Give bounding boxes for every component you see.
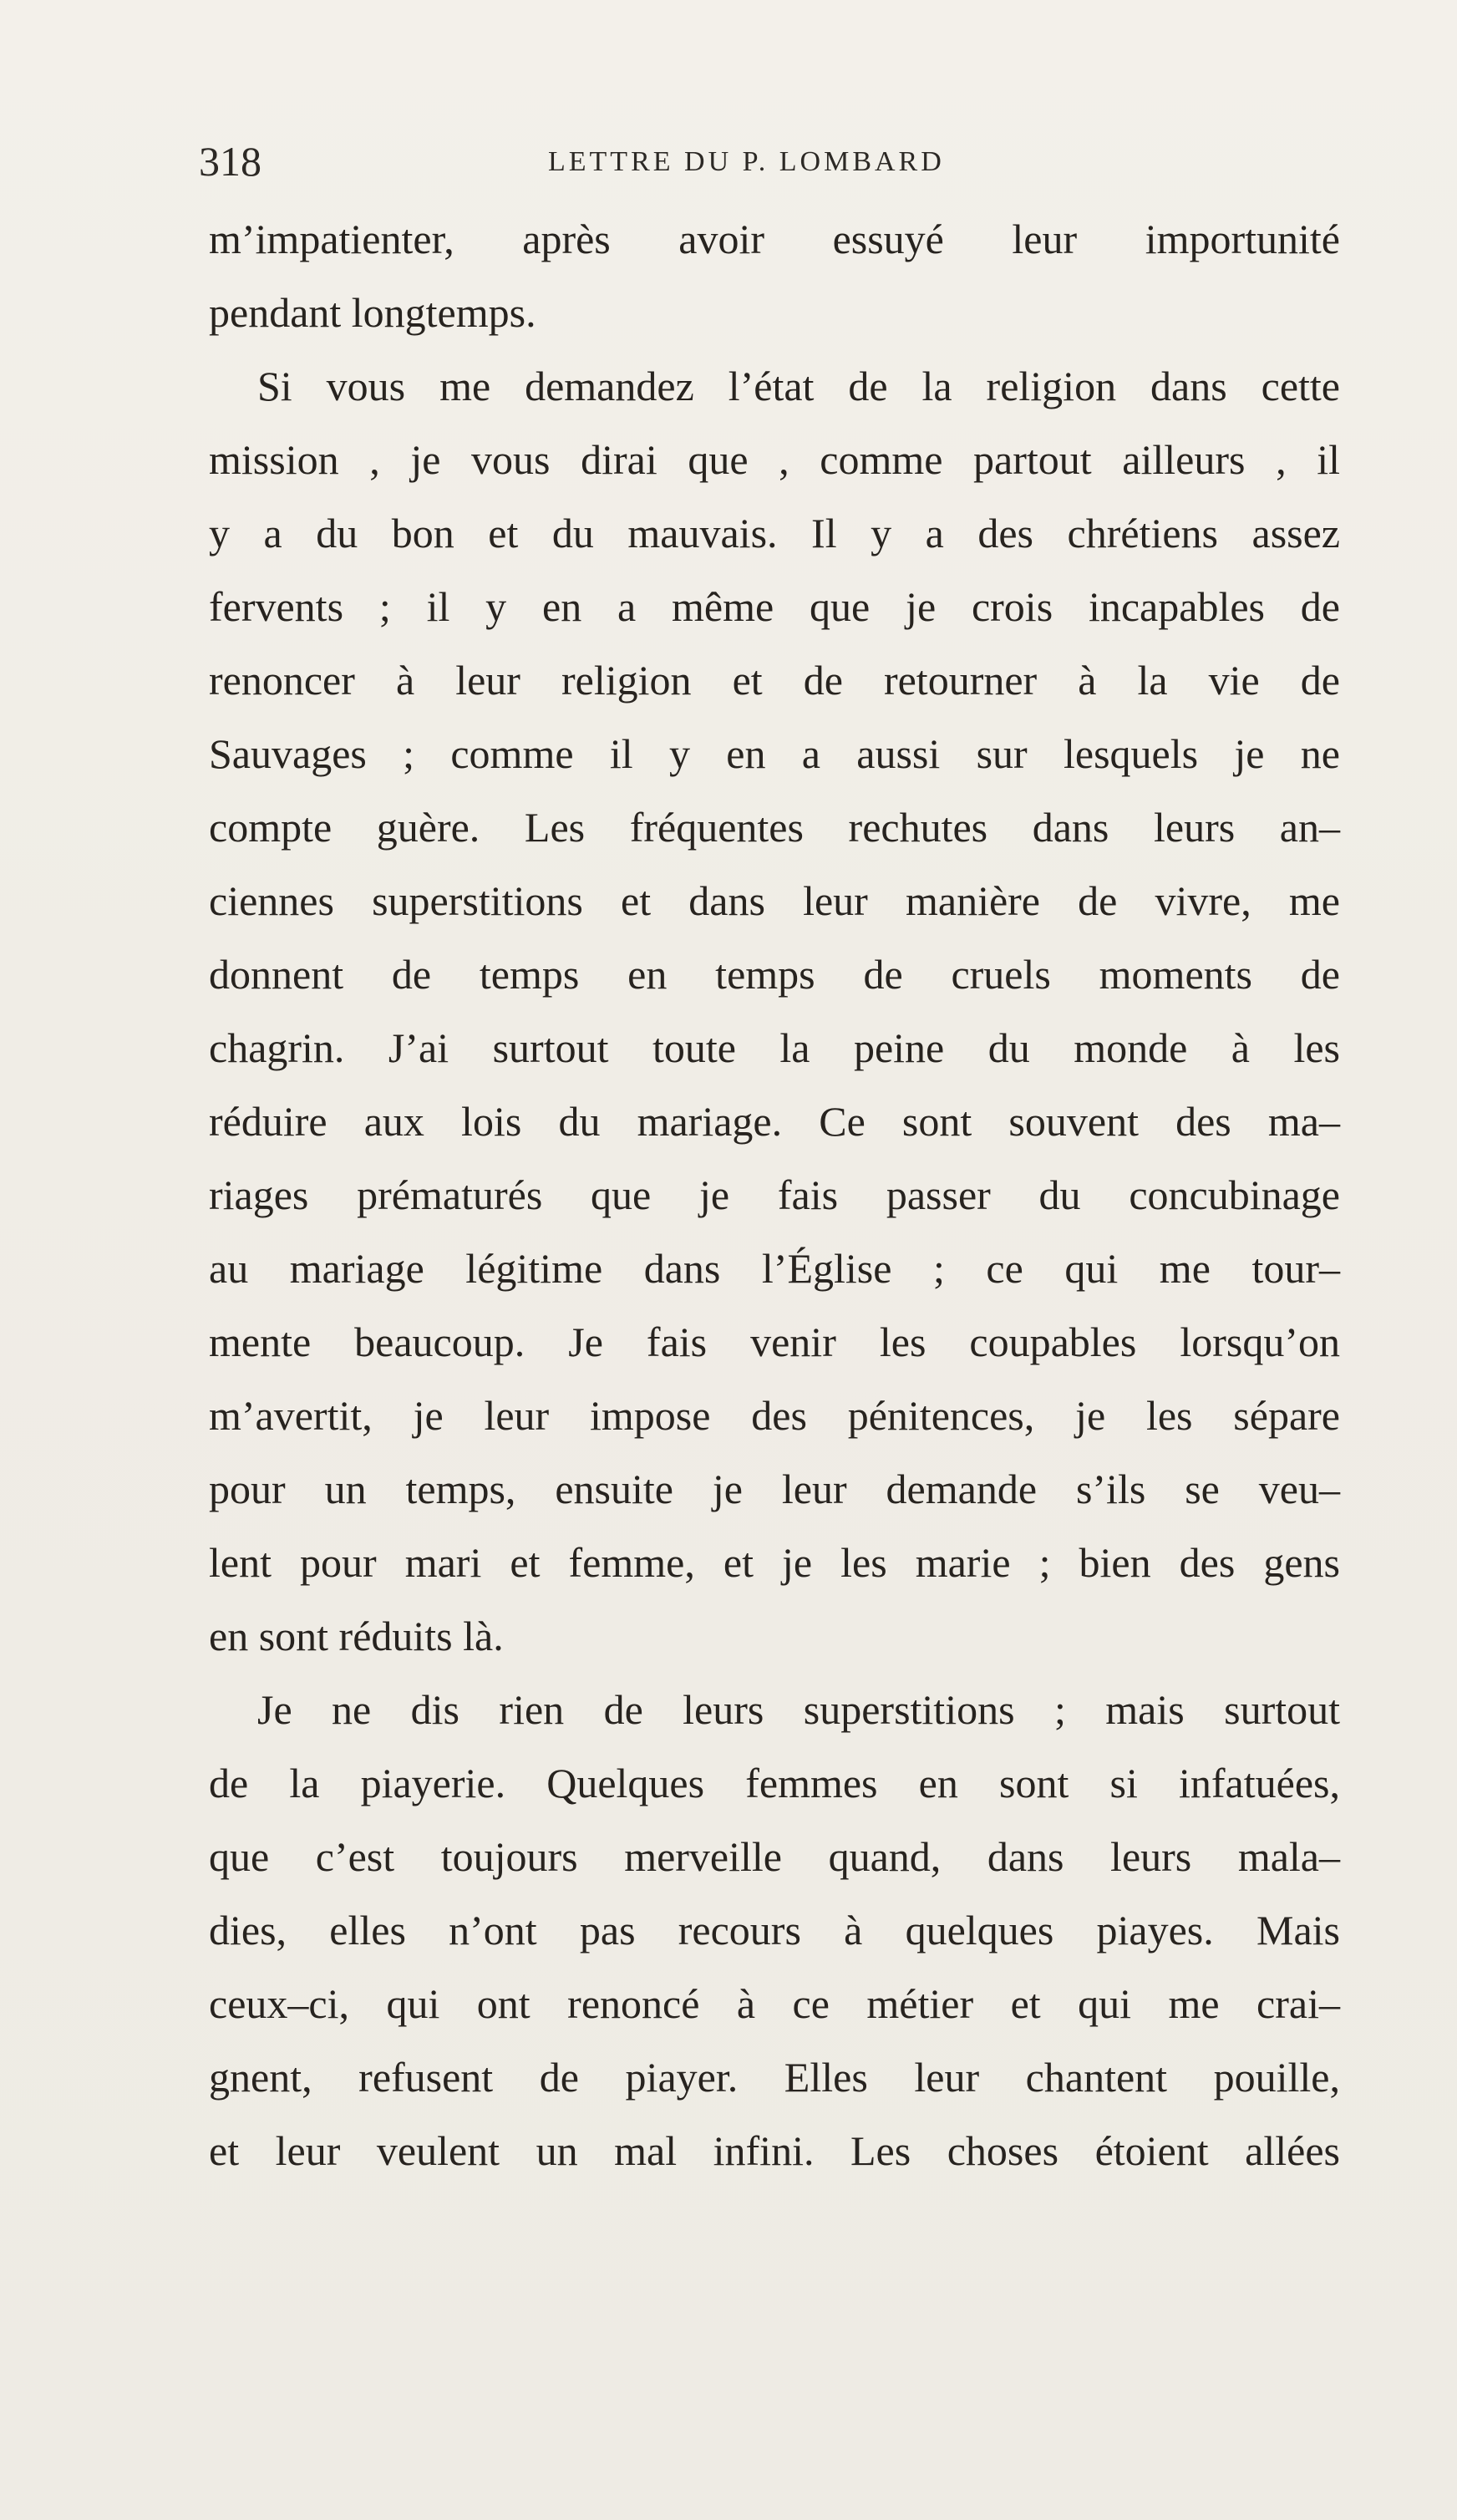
text-line: compte guère. Les fréquentes rechutes dans leurs an– bbox=[209, 804, 1340, 851]
text-line: renoncer à leur religion et de retourner à la vie de bbox=[209, 657, 1340, 704]
text-line: chagrin. J’ai surtout toute la peine du monde à les bbox=[209, 1024, 1340, 1071]
text-line: au mariage légitime dans l’Église ; ce qui me tour– bbox=[209, 1245, 1340, 1292]
page-header bbox=[199, 132, 1343, 191]
text-line: ceux–ci, qui ont renoncé à ce métier et qui me crai– bbox=[209, 1980, 1340, 2027]
text-line: pour un temps, ensuite je leur demande s’ils se veu– bbox=[209, 1466, 1340, 1512]
text-line: pendant longtemps. bbox=[209, 289, 536, 336]
text-line: en sont réduits là. bbox=[209, 1613, 504, 1659]
text-line: y a du bon et du mauvais. Il y a des chrétiens assez bbox=[209, 510, 1340, 556]
text-line: réduire aux lois du mariage. Ce sont souvent des ma– bbox=[209, 1098, 1340, 1145]
text-line: m’avertit, je leur impose des pénitences, je les sépare bbox=[209, 1392, 1340, 1439]
text-line: dies, elles n’ont pas recours à quelques piayes. Mais bbox=[209, 1907, 1340, 1954]
page-number: 318 bbox=[199, 138, 261, 185]
text-line: Sauvages ; comme il y en a aussi sur lesquels je ne bbox=[209, 730, 1340, 777]
running-title: LETTRE DU P. LOMBARD bbox=[548, 146, 945, 177]
body-text bbox=[209, 202, 1340, 2187]
text-line: m’impatienter, après avoir essuyé leur importunité bbox=[209, 216, 1340, 262]
text-line: de la piayerie. Quelques femmes en sont si infatuées, bbox=[209, 1760, 1340, 1806]
text-line: mente beaucoup. Je fais venir les coupables lorsqu’on bbox=[209, 1318, 1340, 1365]
text-line: donnent de temps en temps de cruels moments de bbox=[209, 951, 1340, 998]
text-line: et leur veulent un mal infini. Les choses étoient allées bbox=[209, 2127, 1340, 2174]
paragraph-first-line: Je ne dis rien de leurs superstitions ; mais surtout bbox=[257, 1686, 1340, 1733]
text-line: lent pour mari et femme, et je les marie ; bien des gens bbox=[209, 1539, 1340, 1586]
text-line: fervents ; il y en a même que je crois incapables de bbox=[209, 583, 1340, 630]
text-line: que c’est toujours merveille quand, dans leurs mala– bbox=[209, 1833, 1340, 1880]
text-line: gnent, refusent de piayer. Elles leur chantent pouille, bbox=[209, 2054, 1340, 2101]
text-line: riages prématurés que je fais passer du concubinage bbox=[209, 1171, 1340, 1218]
text-line: ciennes superstitions et dans leur manière de vivre, me bbox=[209, 877, 1340, 924]
text-line: mission , je vous dirai que , comme partout ailleurs , il bbox=[209, 436, 1340, 483]
paragraph-first-line: Si vous me demandez l’état de la religion dans cette bbox=[257, 363, 1340, 409]
